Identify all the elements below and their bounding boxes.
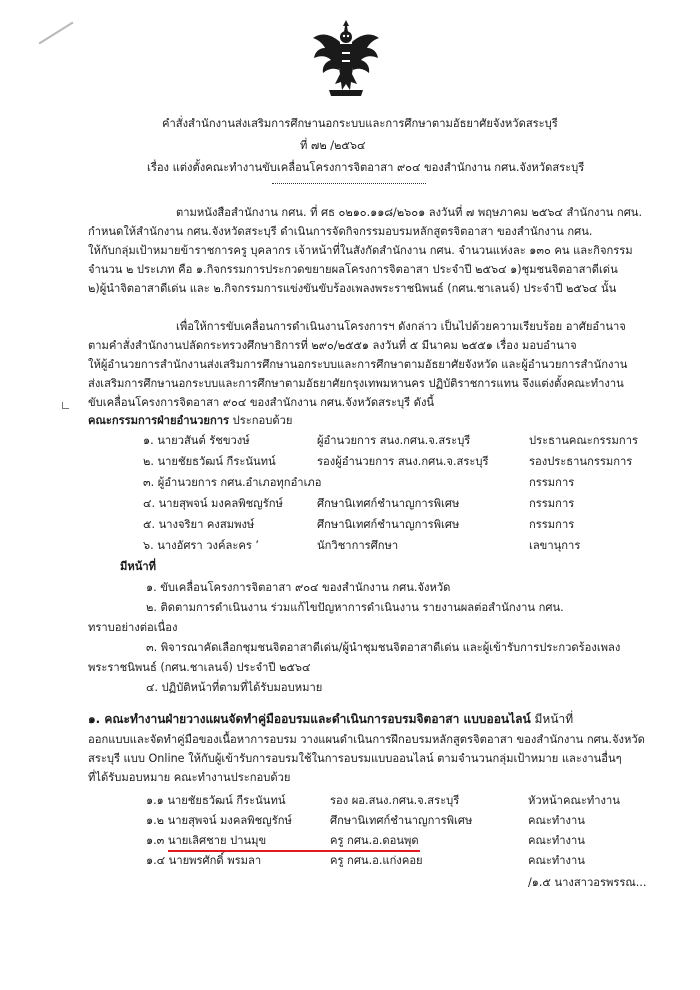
duty-item: ๔. ปฏิบัติหน้าที่ตามที่ได้รับมอบหมาย — [146, 681, 323, 694]
planning-member-name: ๑.๔ นายพรศักดิ์ พรมลา — [146, 854, 262, 867]
committee-member-role: เลขานุการ — [529, 539, 581, 552]
planning-member-position: ศึกษานิเทศก์ชำนาญการพิเศษ — [330, 814, 473, 827]
planning-heading-suffix: มีหน้าที่ — [530, 712, 574, 726]
planning-heading-title: ๑. คณะทำงานฝ่ายวางแผนจัดทำคู่มืออบรมและดำเนินการอบรมจิตอาสา แบบออนไลน์ — [88, 712, 531, 726]
scan-scratch-mark — [39, 22, 74, 45]
planning-member-position: ครู กศน.อ.แก่งคอย — [330, 854, 423, 867]
para1-line: ๒)ผู้นำจิตอาสาดีเด่น และ ๒.กิจกรรมการแข่งขันขับร้องเพลงพระราชนิพนธ์ (กศน.ชาเลนจ์) ประจำปี ๒๕๖๔ นั้น — [88, 282, 617, 295]
committee-member-name: ๕. นางจริยา คงสมพงษ์ — [143, 518, 255, 531]
committee-member-position: รองผู้อำนวยการ สนง.กศน.จ.สระบุรี — [317, 455, 489, 468]
order-subject: เรื่อง แต่งตั้งคณะทำงานขับเคลื่อนโครงการจิตอาสา ๙๐๔ ของสำนักงาน กศน.จังหวัดสระบุรี — [147, 161, 585, 174]
committee-member-role: กรรมการ — [529, 476, 575, 489]
para2-line: ตามคำสั่งสำนักงานปลัดกระทรวงศึกษาธิการที่ ๒๙๐/๒๕๕๑ ลงวันที่ ๕ มีนาคม ๒๕๕๑ เรื่อง มอบอำนาจ — [88, 339, 577, 352]
para1-line: กำหนดให้สำนักงาน กศน.จังหวัดสระบุรี ดำเนินการจัดกิจกรรมอบรมหลักสูตรจิตอาสา ของสำนักงาน กศน. — [88, 225, 593, 238]
planning-member-role: คณะทำงาน — [528, 854, 585, 867]
committee-member-name: ๒. นายชัยธวัฒน์ กีระนันทน์ — [143, 455, 276, 468]
planning-member-role: หัวหน้าคณะทำงาน — [528, 794, 620, 807]
planning-member-role: คณะทำงาน — [528, 814, 585, 827]
committee-member-name: ๑. นายวสันต์ รัชขวงษ์ — [143, 434, 250, 447]
planning-text-line: ออกแบบและจัดทำคู่มือของเนื้อหาการอบรม วางแผนดำเนินการฝึกอบรมหลักสูตรจิตอาสา ของสำนักงาน กศน.จังหวัด — [88, 733, 645, 746]
para2-line: ขับเคลื่อนโครงการจิตอาสา ๙๐๔ ของสำนักงาน กศน.จังหวัดสระบุรี ดังนี้ — [88, 396, 435, 409]
duty-item: ทราบอย่างต่อเนื่อง — [88, 621, 178, 634]
garuda-emblem-icon — [311, 18, 381, 100]
planning-text-line: ที่ได้รับมอบหมาย คณะทำงานประกอบด้วย — [88, 771, 291, 784]
para2-line: ให้ผู้อำนวยการสำนักงานส่งเสริมการศึกษานอกระบบและการศึกษาตามอัธยาศัยจังหวัด และผู้อำนวยการสำนักงาน — [88, 358, 628, 371]
duties-heading: มีหน้าที่ — [120, 560, 157, 573]
committee-member-name: ๔. นายสุพจน์ มงคลพิชญรักษ์ — [143, 497, 283, 510]
para1-line: จำนวน ๒ ประเภท คือ ๑.กิจกรรมการประกวดขยายผลโครงการจิตอาสา ประจำปี ๒๕๖๔ ๑)ชุมชนจิตอาสาดีเด่น — [88, 263, 618, 276]
committee-heading — [88, 414, 292, 428]
order-number: ที่ ๗๒ /๒๕๖๔ — [300, 139, 366, 152]
duty-item: ๑. ขับเคลื่อนโครงการจิตอาสา ๙๐๔ ของสำนักงาน กศน.จังหวัด — [146, 581, 451, 594]
planning-member-position: รอง ผอ.สนง.กศน.จ.สระบุรี — [330, 794, 460, 807]
planning-member-name-highlighted: ๑.๓ นายเลิศชาย ปานมุข — [146, 834, 267, 847]
header-divider — [272, 183, 426, 184]
planning-member-name: ๑.๑ นายชัยธวัฒน์ กีระนันทน์ — [146, 794, 286, 807]
committee-member-position: นักวิชาการศึกษา — [317, 539, 399, 552]
continuation-note: /๑.๕ นางสาวอรพรรณ... — [528, 876, 647, 889]
duty-item: ๒. ติดตามการดำเนินงาน ร่วมแก้ไขปัญหาการดำเนินงาน รายงานผลต่อสำนักงาน กศน. — [146, 601, 564, 614]
committee-member-name: ๖. นางอัศรา วงค์ละคร ’ — [143, 539, 259, 552]
planning-member-name: ๑.๒ นายสุพจน์ มงคลพิชญรักษ์ — [146, 814, 292, 827]
committee-member-role: ประธานคณะกรรมการ — [529, 434, 638, 447]
planning-member-role: คณะทำงาน — [528, 834, 585, 847]
committee-member-role: กรรมการ — [529, 518, 575, 531]
para2-line: เพื่อให้การขับเคลื่อนการดำเนินงานโครงการฯ ดังกล่าว เป็นไปด้วยความเรียบร้อย อาศัยอำนาจ — [176, 320, 626, 333]
duty-item: ๓. พิจารณาคัดเลือกชุมชนจิตอาสาดีเด่น/ผู้นำชุมชนจิตอาสาดีเด่น และผู้เข้ารับการประกวดร้องเพลง — [146, 641, 621, 654]
committee-member-position: ศึกษานิเทศก์ชำนาญการพิเศษ — [317, 497, 460, 510]
planning-heading — [88, 712, 573, 726]
committee-member-role: กรรมการ — [529, 497, 575, 510]
committee-member-position: ศึกษานิเทศก์ชำนาญการพิเศษ — [317, 518, 460, 531]
committee-member-position: ผู้อำนวยการ สนง.กศน.จ.สระบุรี — [317, 434, 471, 447]
para1-line: ให้กับกลุ่มเป้าหมายข้าราชการครู บุคลากร เจ้าหน้าที่ในสังกัดสำนักงาน กศน. จำนวนแห่งละ ๑๓๐ คน และกิจกรรม — [88, 244, 633, 257]
committee-member-role: รองประธานกรรมการ — [529, 455, 633, 468]
duty-item: พระราชนิพนธ์ (กศน.ชาเลนจ์) ประจำปี ๒๕๖๔ — [88, 661, 311, 674]
committee-heading-title: คณะกรรมการฝ่ายอำนวยการ — [88, 414, 230, 427]
para2-line: ส่งเสริมการศึกษานอกระบบและการศึกษาตามอัธยาศัยกรุงเทพมหานคร ปฏิบัติราชการแทน จึงแต่งตั้งคณะทำงาน — [88, 377, 624, 390]
committee-member-name: ๓. ผู้อำนวยการ กศน.อำเภอทุกอำเภอ — [143, 476, 322, 489]
planning-text-line: สระบุรี แบบ Online ให้กับผู้เข้ารับการอบรมใช้ในการอบรมแบบออนไลน์ ตามจำนวนกลุ่มเป้าหมาย และงานอื่นๆ — [88, 752, 622, 765]
order-issuer-line: คำสั่งสำนักงานส่งเสริมการศึกษานอกระบบและการศึกษาตามอัธยาศัยจังหวัดสระบุรี — [162, 117, 558, 130]
margin-tick-mark — [62, 402, 69, 409]
red-highlight-underline — [168, 850, 420, 852]
committee-heading-suffix: ประกอบด้วย — [229, 414, 293, 427]
para1-line: ตามหนังสือสำนักงาน กศน. ที่ ศธ ๐๒๑๐.๑๑๘/๒๖๐๑ ลงวันที่ ๗ พฤษภาคม ๒๕๖๔ สำนักงาน กศน. — [176, 206, 643, 219]
planning-member-position-highlighted: ครู กศน.อ.ดอนพุด — [330, 834, 419, 847]
